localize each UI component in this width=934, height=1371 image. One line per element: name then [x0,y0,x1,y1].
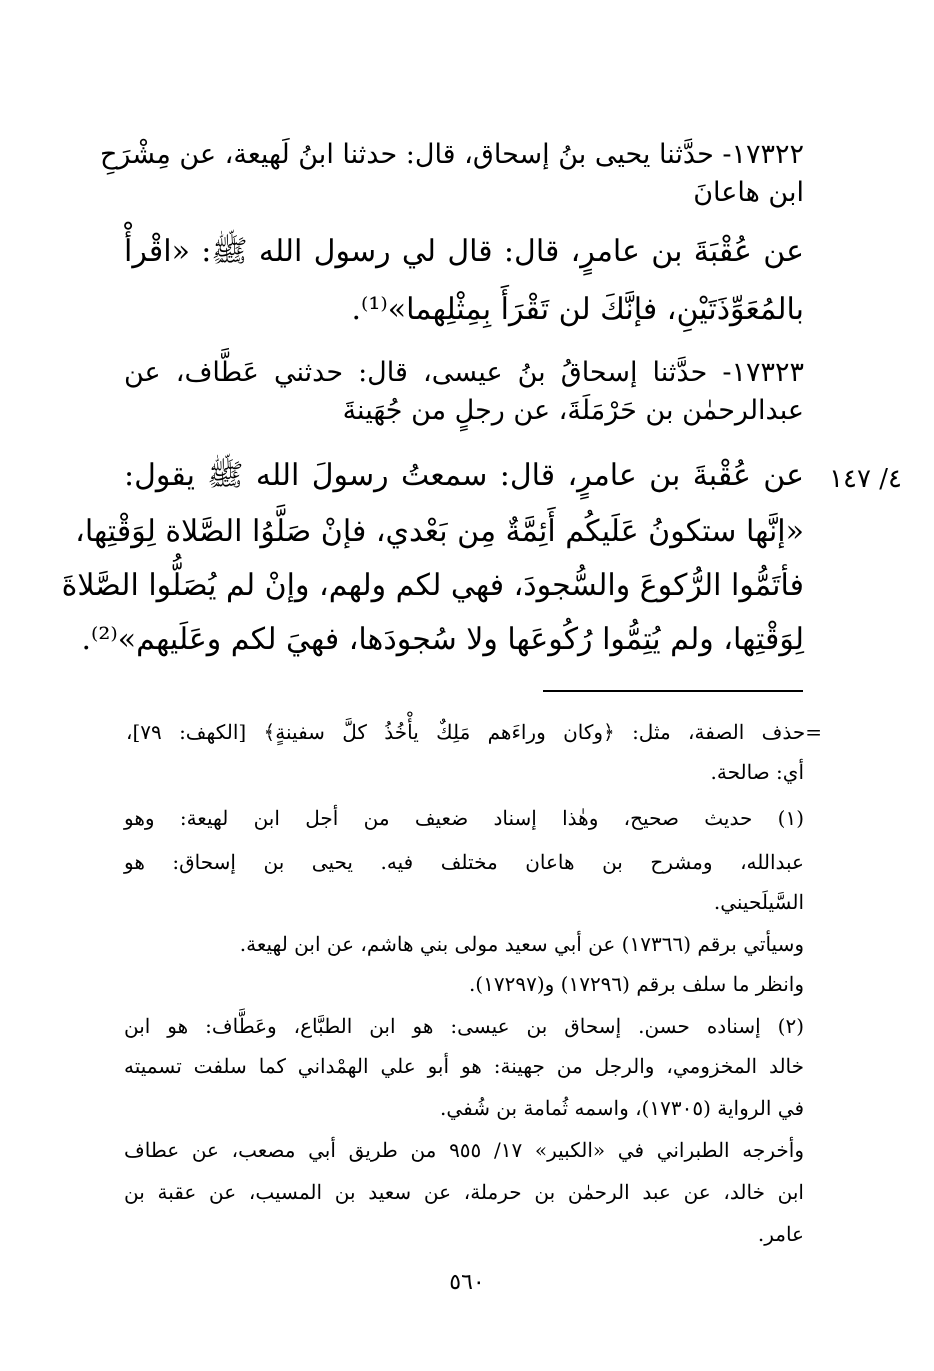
footnote-2-line-1: (٢) إسناده حسن. إسحاق بن عيسى: هو ابن الطبَّاع، وعَطَّاف: هو ابن [124,1014,804,1038]
footnote-1-line-2: عبدالله، ومشرح بن هاعان مختلف فيه. يحيى بن إسحاق: هو [124,850,804,874]
hadith-17323-line-1: ١٧٣٢٣- حدَّثنا إسحاقُ بنُ عيسى، قال: حدثني عَطَّاف، عن [124,357,804,388]
hadith-17323-line-4: «إنَّها ستكونُ عَلَيكُم أَئِمَّةٌ مِن بَعْدي، فإنْ صَلَّوُا الصَّلاة لِوَقْتِها، [75,514,804,549]
footnote-1-line-4: وسيأتي برقم (١٧٣٦٦) عن أبي سعيد مولى بني هاشم، عن ابن لهيعة. [239,932,804,956]
footnote-1-line-3: السَّيلَحيني. [713,890,804,914]
footnote-1-line-5: وانظر ما سلف برقم (١٧٢٩٦) و(١٧٢٩٧). [468,972,804,996]
hadith-17322-line-1: ١٧٣٢٢- حدَّثنا يحيى بنُ إسحاق، قال: حدثنا ابنُ لَهيعة، عن مِشْرَحِ [99,139,804,170]
hadith-17322-line-4: بالمُعَوِّذَتَيْنِ، فإنَّكَ لن تَقْرَأَ بِمِثْلِهما»⁽¹⁾. [351,292,804,327]
margin-volume-page-reference: ٤/ ١٤٧ [829,464,902,494]
footnote-2-line-4: وأخرجه الطبراني في «الكبير» ١٧/ ٩٥٥ من طريق أبي مصعب، عن عطاف [124,1138,804,1162]
footnote-continuation-line-2: أي: صالحة. [710,760,804,784]
footnote-separator [543,690,803,692]
hadith-17323-line-2: عبدالرحمٰن بن حَرْمَلَةَ، عن رجلٍ من جُهَينةَ [342,395,804,426]
footnote-continuation-line-1: =حذف الصفة، مثل: ﴿وكان وراءَهم مَلِكٌ يأْخُذُ كلَّ سفينةٍ﴾ [الكهف: ٧٩]، [126,720,822,744]
footnote-2-line-6: عامر. [757,1222,804,1246]
hadith-17323-line-5: فأتَمُّوا الرُّكوعَ والسُّجودَ، فهي لكم ولهم، وإنْ لم يُصَلُّوا الصَّلاةَ [61,568,804,603]
footnote-1-line-1: (١) حديث صحيح، وهٰذا إسناد ضعيف من أجل ابن لهيعة: وهو [124,806,804,830]
hadith-17323-line-3: عن عُقْبةَ بن عامرٍ، قال: سمعتُ رسولَ الله ﷺ يقول: [124,458,804,493]
footnote-2-line-5: ابن خالد، عن عبد الرحمٰن بن حرملة، عن سعيد بن المسيب، عن عقبة بن [124,1180,804,1204]
hadith-17322-line-3: عن عُقْبَةَ بن عامرٍ، قال: قال لي رسول الله ﷺ: «اقْرأْ [124,234,804,269]
hadith-17322-line-2: ابن هاعانَ [693,177,804,208]
hadith-17323-line-6: لِوَقْتِها، ولم يُتِمُّوا رُكُوعَها ولا سُجودَها، فهيَ لكم وعَلَيهم»⁽²⁾. [81,622,804,657]
footnote-2-line-2: خالد المخزومي، والرجل من جهينة: هو أبو علي الهمْداني كما سلفت تسميته [124,1054,804,1078]
page-number: ٥٦٠ [449,1270,485,1295]
footnote-2-line-3: في الرواية (١٧٣٠٥)، واسمه ثُمامة بن شُفي. [440,1096,804,1120]
